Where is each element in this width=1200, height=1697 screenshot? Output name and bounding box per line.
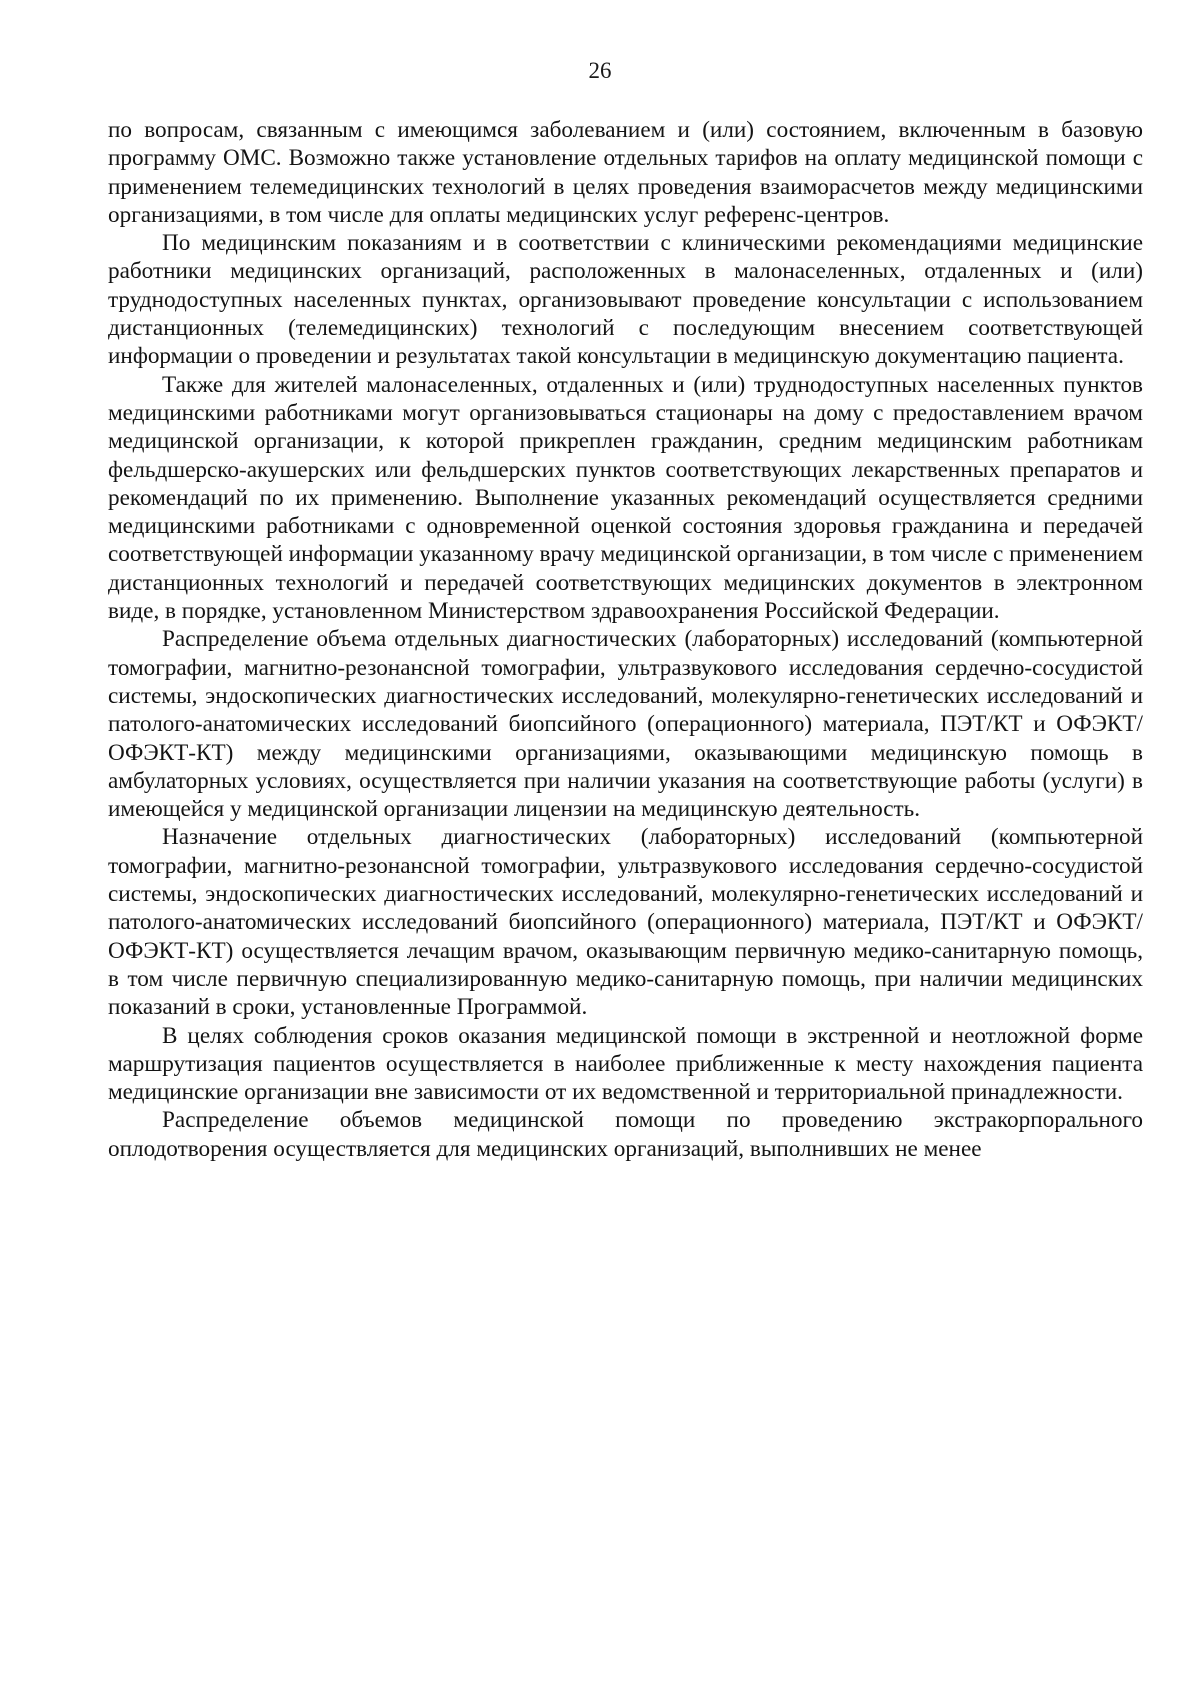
paragraph-continuation: по вопросам, связанным с имеющимся заболеванием и (или) состоянием, включенным в базовую программу ОМС. Возможно также установление отдельных тарифов на оплату медицинской помощи с применением телемедицинских технологий в целях проведения взаиморасчетов между медицинскими организациями, в том числе для оплаты медицинских услуг референс-центров. (108, 117, 1143, 228)
paragraph-diagnostic-volume-distribution: Распределение объема отдельных диагностических (лабораторных) исследований (компьютерной томографии, магнитно-резонансной томографии, ультразвукового исследования сердечно-сосудистой системы, эндоскопических диагностических исследований, молекулярно-генетических исследований и патолого-анатомических исследований биопсийного (операционного) материала, ПЭТ/КТ и ОФЭКТ/ОФЭКТ-КТ) между медицинскими организациями, оказывающими медицинскую помощь в амбулаторных условиях, осуществляется при наличии указания на соответствующие работы (услуги) в имеющейся у медицинской организации лицензии на медицинскую деятельность. (108, 626, 1143, 823)
paragraph-telemedicine-consultations: По медицинским показаниям и в соответствии с клиническими рекомендациями медицинские работники медицинских организаций, расположенных в малонаселенных, отдаленных и (или) труднодоступных населенных пунктах, организовывают проведение консультации с использованием дистанционных (телемедицинских) технологий с последующим внесением соответствующей информации о проведении и результатах такой консультации в медицинскую документацию пациента. (108, 230, 1143, 370)
paragraph-diagnostic-prescription: Назначение отдельных диагностических (лабораторных) исследований (компьютерной томографии, магнитно-резонансной томографии, ультразвукового исследования сердечно-сосудистой системы, эндоскопических диагностических исследований, молекулярно-генетических исследований и патолого-анатомических исследований биопсийного (операционного) материала, ПЭТ/КТ и ОФЭКТ/ОФЭКТ-КТ) осуществляется лечащим врачом, оказывающим первичную медико-санитарную помощь, в том числе первичную специализированную медико-санитарную помощь, при наличии медицинских показаний в сроки, установленные Программой. (108, 824, 1143, 1021)
page-number: 26 (588, 58, 612, 83)
paragraph-home-hospitals: Также для жителей малонаселенных, отдаленных и (или) труднодоступных населенных пунктов медицинскими работниками могут организовываться стационары на дому с предоставлением врачом медицинской организации, к которой прикреплен гражданин, средним медицинским работникам фельдшерско-акушерских или фельдшерских пунктов соответствующих лекарственных препаратов и рекомендаций по их применению. Выполнение указанных рекомендаций осуществляется средними медицинскими работниками с одновременной оценкой состояния здоровья гражданина и передачей соответствующей информации указанному врачу медицинской организации, в том числе с применением дистанционных технологий и передачей соответствующих медицинских документов в электронном виде, в порядке, установленном Министерством здравоохранения Российской Федерации. (108, 371, 1143, 625)
document-body (108, 116, 1143, 1163)
paragraph-emergency-routing: В целях соблюдения сроков оказания медицинской помощи в экстренной и неотложной форме маршрутизация пациентов осуществляется в наиболее приближенные к месту нахождения пациента медицинские организации вне зависимости от их ведомственной и территориальной принадлежности. (108, 1022, 1143, 1106)
paragraph-ivf-distribution: Распределение объемов медицинской помощи по проведению экстракорпорального оплодотворения осуществляется для медицинских организаций, выполнивших не менее (108, 1107, 1143, 1162)
